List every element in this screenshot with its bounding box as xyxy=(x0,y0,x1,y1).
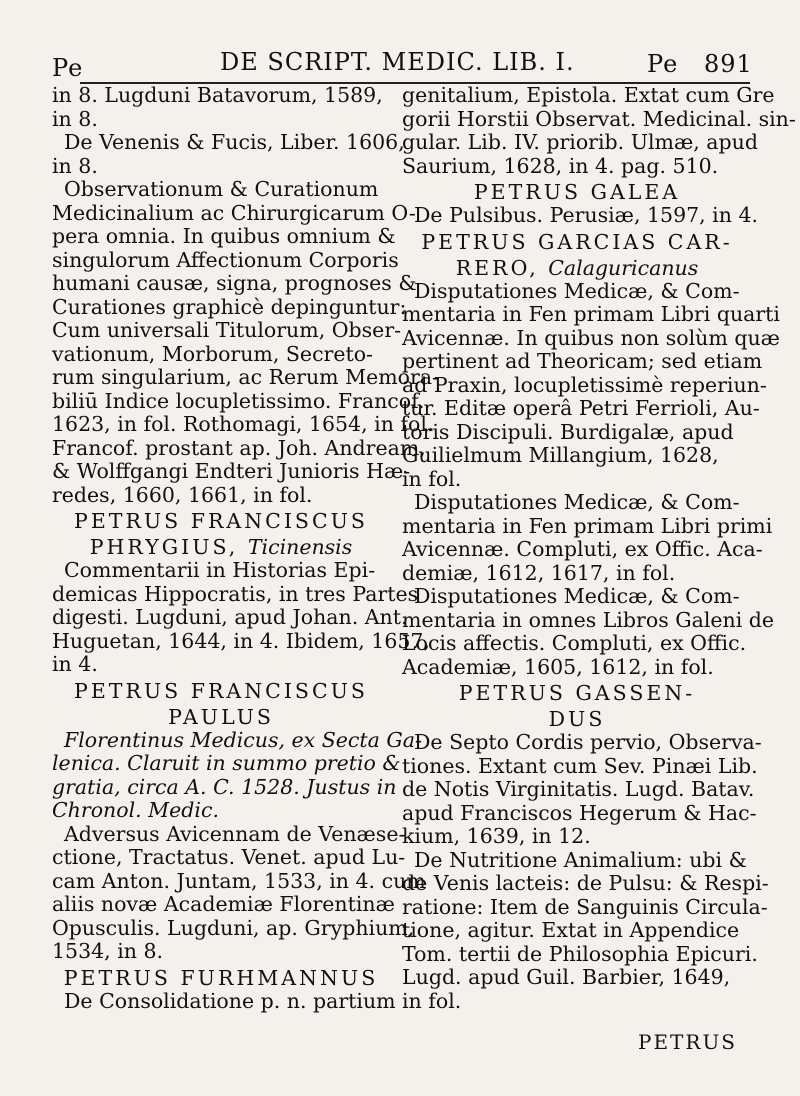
text-line: ratione: Item de Sanguinis Circula- xyxy=(402,894,768,919)
text-line: 1623, in fol. Rothomagi, 1654, in fol. xyxy=(52,412,434,436)
text-line: 1534, in 8. xyxy=(52,939,164,963)
text-line: De Nutritione Animalium: ubi & xyxy=(414,847,747,872)
text-line: pertinent ad Theoricam; sed etiam xyxy=(402,349,763,373)
text-line: in 8. Lugduni Batavorum, 1589, xyxy=(52,83,383,107)
text-line: in 4. xyxy=(52,652,98,676)
text-line: genitalium, Epistola. Extat cum Gre xyxy=(402,83,775,107)
text-line: Chronol. Medic. xyxy=(52,798,219,822)
text-line: Observationum & Curationum xyxy=(64,177,379,201)
text-line: vationum, Morborum, Secreto- xyxy=(52,341,373,366)
text-line: Adversus Avicennam de Venæse- xyxy=(64,821,406,846)
text-line: Disputationes Medicæ, & Com- xyxy=(414,278,740,303)
text-line: Medicinalium ac Chirurgicarum O- xyxy=(52,200,416,225)
header-right-abbrev: Pe xyxy=(647,50,679,78)
heading-origin: Ticinensis xyxy=(247,535,353,559)
entry-heading-cont: PAULUS xyxy=(168,704,274,729)
heading-text: PHRYGIUS, xyxy=(89,535,239,559)
text-line: Locis affectis. Compluti, ex Offic. xyxy=(402,631,747,655)
text-line: tiones. Extant cum Sev. Pinæi Lib. xyxy=(402,753,758,778)
text-line: gorii Horstii Observat. Medicinal. sin- xyxy=(402,106,796,131)
text-line: gratia, circa A. C. 1528. Justus in xyxy=(52,774,397,799)
catchword: PETRUS xyxy=(638,1030,738,1054)
text-line: Disputationes Medicæ, & Com- xyxy=(414,584,740,608)
text-line: apud Franciscos Hegerum & Hac- xyxy=(402,800,757,825)
text-line: Avicennæ. Compluti, ex Offic. Aca- xyxy=(402,537,763,561)
text-line: digesti. Lugduni, apud Johan. Ant. xyxy=(52,605,408,629)
text-line: toris Discipuli. Burdigalæ, apud xyxy=(402,419,734,444)
text-line: mentaria in omnes Libros Galeni de xyxy=(402,607,775,632)
text-line: rum singularium, ac Rerum Memora- xyxy=(52,365,439,389)
text-line: Guilielmum Millangium, 1628, xyxy=(402,443,719,467)
text-line: Florentinus Medicus, ex Secta Ga- xyxy=(64,727,422,752)
text-line: Lugd. apud Guil. Barbier, 1649, xyxy=(402,965,731,989)
text-line: redes, 1660, 1661, in fol. xyxy=(52,482,313,507)
text-line: kium, 1639, in 12. xyxy=(402,824,591,848)
heading-origin: Calaguricanus xyxy=(548,255,699,280)
text-line: De Septo Cordis pervio, Observa- xyxy=(414,730,762,754)
text-line: Academiæ, 1605, 1612, in fol. xyxy=(402,654,714,679)
text-line: lenica. Claruit in summo pretio & xyxy=(52,751,401,775)
text-line: tur. Editæ operâ Petri Ferrioli, Au- xyxy=(402,396,760,420)
text-line: singulorum Affectionum Corporis xyxy=(52,247,399,272)
entry-heading: PETRUS FRANCISCUS xyxy=(74,678,368,703)
text-line: demiæ, 1612, 1617, in fol. xyxy=(402,560,676,585)
entry-heading: PETRUS FURHMANNUS xyxy=(63,965,379,990)
text-line: de Notis Virginitatis. Lugd. Batav. xyxy=(402,777,755,801)
text-line: De Consolidatione p. n. partium xyxy=(64,988,396,1013)
text-line: tione, agitur. Extat in Appendice xyxy=(402,918,740,942)
entry-heading-cont xyxy=(402,256,752,280)
text-line: Disputationes Medicæ, & Com- xyxy=(414,490,740,514)
entry-heading: PETRUS GARCIAS CAR- xyxy=(421,229,733,254)
text-line: Huguetan, 1644, in 4. Ibidem, 1657, xyxy=(52,628,430,653)
text-line: mentaria in Fen primam Libri quarti xyxy=(402,302,780,326)
text-line: Cum universali Titulorum, Obser- xyxy=(52,318,402,342)
text-line: humani causæ, signa, prognoses & xyxy=(52,271,417,295)
entry-heading-cont: DUS xyxy=(548,707,606,731)
page-number: 891 xyxy=(704,50,753,78)
text-line: & Wolffgangi Endteri Junioris Hæ- xyxy=(52,459,411,483)
text-line: mentaria in Fen primam Libri primi xyxy=(402,513,773,538)
text-line: Saurium, 1628, in 4. pag. 510. xyxy=(402,153,719,178)
text-line: ad Praxin, locupletissimè reperiun- xyxy=(402,372,767,397)
text-line: biliū Indice locupletissimo. Francof. xyxy=(52,388,425,413)
right-column xyxy=(402,83,796,1013)
text-line: in fol. xyxy=(402,988,462,1013)
text-line: in fol. xyxy=(402,466,462,491)
text-line: Tom. tertii de Philosophia Epicuri. xyxy=(402,941,758,966)
text-line: de Venis lacteis: de Pulsu: & Respi- xyxy=(402,871,769,895)
header-title: DE SCRIPT. MEDIC. LIB. I. xyxy=(220,48,575,76)
text-line: ctione, Tractatus. Venet. apud Lu- xyxy=(52,845,406,869)
text-line: Avicennæ. In quibus non solùm quæ xyxy=(402,325,780,350)
text-line: aliis novæ Academiæ Florentinæ xyxy=(52,892,395,916)
text-line: Opusculis. Lugduni, ap. Gryphium, xyxy=(52,915,415,940)
text-line: in 8. xyxy=(52,153,98,178)
text-line: De Pulsibus. Perusiæ, 1597, in 4. xyxy=(414,203,759,227)
entry-heading: PETRUS GALEA xyxy=(473,180,681,204)
entry-heading-cont xyxy=(52,535,390,559)
text-line: Curationes graphicè depinguntur: xyxy=(52,294,407,319)
text-line: gular. Lib. IV. priorib. Ulmæ, apud xyxy=(402,130,758,154)
text-line: pera omnia. In quibus omnium & xyxy=(52,224,396,248)
heading-text: RERO, xyxy=(455,255,539,280)
text-line: in 8. xyxy=(52,106,98,131)
text-line: cam Anton. Juntam, 1533, in 4. cum xyxy=(52,868,426,893)
entry-heading: PETRUS GASSEN- xyxy=(458,681,696,705)
text-line: demicas Hippocratis, in tres Partes xyxy=(52,581,419,606)
header-left-abbrev: Pe xyxy=(52,54,84,82)
text-line: Francof. prostant ap. Joh. Andream, xyxy=(52,435,426,460)
entry-heading: PETRUS FRANCISCUS xyxy=(74,509,368,533)
running-header xyxy=(52,48,760,82)
text-line: De Venenis & Fucis, Liber. 1606, xyxy=(64,130,405,154)
left-column xyxy=(52,83,439,1013)
text-line: Commentarii in Historias Epi- xyxy=(64,558,376,582)
